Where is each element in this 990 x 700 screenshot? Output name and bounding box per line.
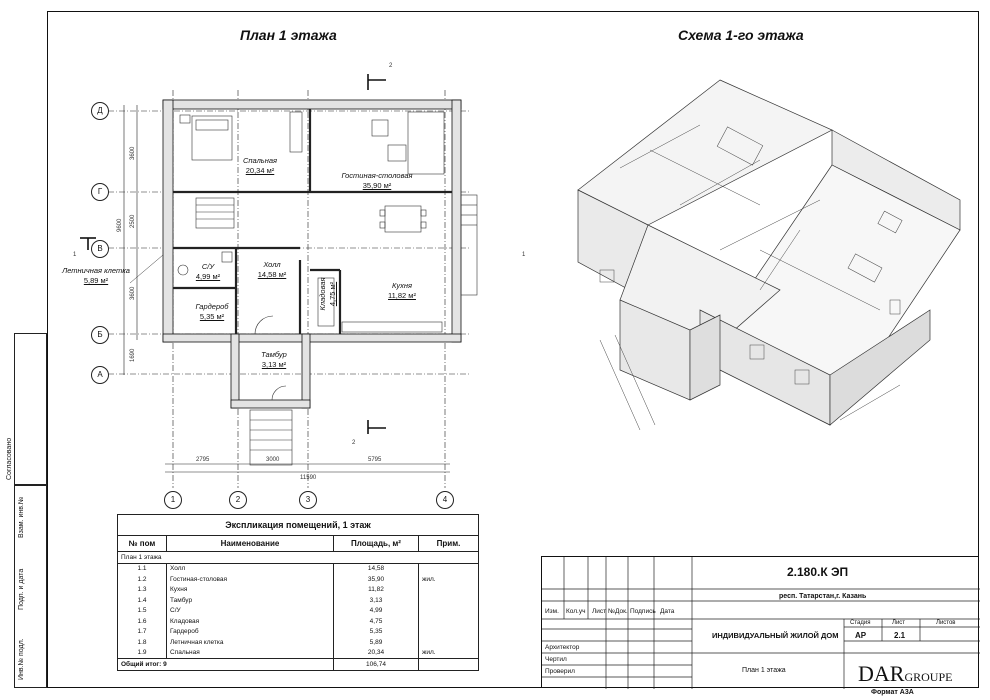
role-drawn: Чертил — [545, 656, 567, 663]
room-storage — [318, 270, 338, 318]
project-location: респ. Татарстан,г. Казань — [779, 593, 867, 600]
room-hall — [250, 260, 294, 280]
cell-note: жил. — [419, 574, 479, 585]
cell-area: 3,13 — [334, 595, 419, 606]
col-kol: Кол.уч — [566, 608, 586, 615]
cell-name: Гардероб — [167, 627, 334, 638]
agreed-label: Согласовано — [6, 437, 13, 480]
room-name: Спальная — [242, 156, 278, 165]
axis-row-v: В — [91, 240, 109, 258]
cell-note: жил. — [419, 648, 479, 659]
plan-title: План 1 этажа — [240, 27, 337, 43]
cell-num: 1.7 — [118, 627, 167, 638]
section-row: План 1 этажа — [118, 552, 479, 564]
cell-area: 20,34 — [334, 648, 419, 659]
header-number: № пом — [118, 536, 167, 552]
room-name: Кладовая — [318, 277, 327, 311]
room-area: 3,13 м² — [261, 360, 287, 369]
agreed-box — [14, 333, 47, 485]
logo-main: DAR — [858, 661, 905, 686]
room-area: 5,35 м² — [199, 312, 225, 321]
axis-col-2: 2 — [229, 491, 247, 509]
col-doc: №Док. — [608, 608, 628, 615]
schema-title: Схема 1-го этажа — [678, 27, 804, 43]
axis-col-1: 1 — [164, 491, 182, 509]
isometric-schema — [570, 70, 970, 440]
section-mark-right: 1 — [522, 252, 526, 258]
room-name: С/У — [201, 262, 215, 271]
cell-area: 11,82 — [334, 585, 419, 596]
axis-row-b: Б — [91, 326, 109, 344]
room-wardrobe — [190, 302, 234, 322]
col-izm: Изм. — [545, 608, 559, 615]
axis-row-d: Д — [91, 102, 109, 120]
cell-area: 5,35 — [334, 627, 419, 638]
section-mark-bottom: 2 — [352, 440, 356, 446]
table-row — [118, 627, 479, 638]
cell-name: Спальная — [167, 648, 334, 659]
role-architect: Архитектор — [545, 644, 580, 651]
cell-num: 1.5 — [118, 606, 167, 617]
cell-num: 1.3 — [118, 585, 167, 596]
room-name: Кухня — [392, 281, 412, 290]
room-name: Летничная клетка — [62, 266, 130, 275]
header-note: Прим. — [419, 536, 479, 552]
sheet-name: План 1 этажа — [742, 667, 786, 674]
table-row — [118, 616, 479, 627]
table-row — [118, 606, 479, 617]
table-row — [118, 585, 479, 596]
room-kitchen — [380, 281, 424, 301]
cell-num: 1.2 — [118, 574, 167, 585]
dim-v-2: 2500 — [130, 214, 136, 228]
cell-note — [419, 563, 479, 574]
axis-col-3: 3 — [299, 491, 317, 509]
logo-sub: GROUPE — [904, 670, 953, 684]
cell-name: Кладовая — [167, 616, 334, 627]
cell-name: С/У — [167, 606, 334, 617]
dim-v-3: 3600 — [130, 286, 136, 300]
cell-num: 1.9 — [118, 648, 167, 659]
room-stairs — [58, 266, 134, 286]
cell-area: 4,75 — [334, 616, 419, 627]
col-date: Дата — [660, 608, 675, 615]
cell-num: 1.1 — [118, 563, 167, 574]
cell-name: Холл — [167, 563, 334, 574]
room-area: 4,99 м² — [195, 272, 221, 281]
axis-row-g: Г — [91, 183, 109, 201]
table-row — [118, 648, 479, 659]
section-mark-left: 1 — [73, 252, 77, 258]
header-name: Наименование — [167, 536, 334, 552]
total-row — [118, 659, 479, 671]
cell-num: 1.4 — [118, 595, 167, 606]
room-name: Холл — [263, 260, 281, 269]
table-row — [118, 574, 479, 585]
cell-name: Кухня — [167, 585, 334, 596]
cell-area: 5,89 — [334, 637, 419, 648]
cell-area: 4,99 — [334, 606, 419, 617]
dim-v-total: 9600 — [117, 218, 123, 232]
room-name: Гардероб — [195, 302, 229, 311]
room-tambur — [252, 350, 296, 370]
side-stamp-label-3: Инв.№ подл. — [18, 638, 25, 680]
dim-v-4: 1690 — [130, 348, 136, 362]
room-area: 14,58 м² — [257, 270, 287, 279]
dim-h-total: 11590 — [300, 475, 317, 481]
project-name: ИНДИВИДУАЛЬНЫЙ ЖИЛОЙ ДОМ — [712, 631, 839, 640]
sheet-header: Лист — [892, 620, 906, 626]
table-row — [118, 595, 479, 606]
stage-value: АР — [855, 631, 867, 640]
room-name: Гостиная-столовая — [341, 171, 413, 180]
explication-table — [117, 514, 479, 671]
total-value: 106,74 — [334, 659, 419, 671]
cell-name: Гостиная-столовая — [167, 574, 334, 585]
cell-note — [419, 616, 479, 627]
room-area: 11,82 м² — [388, 291, 416, 300]
room-wc — [190, 262, 226, 282]
sheet-value: 2.1 — [894, 631, 906, 640]
axis-row-a: А — [91, 366, 109, 384]
section-mark-top: 2 — [389, 63, 393, 69]
cell-num: 1.6 — [118, 616, 167, 627]
room-bedroom — [238, 156, 282, 176]
cell-note — [419, 595, 479, 606]
col-sign: Подпись — [630, 608, 656, 615]
cell-note — [419, 585, 479, 596]
cell-num: 1.8 — [118, 637, 167, 648]
cell-area: 14,58 — [334, 563, 419, 574]
cell-name: Тамбур — [167, 595, 334, 606]
room-area: 5,89 м² — [83, 276, 109, 285]
col-list: Лист — [592, 608, 607, 615]
room-area: 4,75 м² — [328, 281, 337, 307]
cell-note — [419, 637, 479, 648]
header-area: Площадь, м² — [334, 536, 419, 552]
format-label: Формат А3А — [871, 689, 914, 696]
stage-header: Стадия — [850, 620, 871, 626]
project-code: 2.180.К ЭП — [787, 565, 849, 579]
sheets-header: Листов — [936, 620, 956, 626]
dim-h-1: 2795 — [196, 457, 210, 463]
axis-col-4: 4 — [436, 491, 454, 509]
room-living — [335, 171, 419, 191]
cell-note — [419, 606, 479, 617]
room-area: 20,34 м² — [245, 166, 275, 175]
explication-caption: Экспликация помещений, 1 этаж — [118, 515, 479, 536]
table-row — [118, 563, 479, 574]
dim-h-3: 5795 — [368, 457, 382, 463]
cell-note — [419, 627, 479, 638]
room-area: 35,90 м² — [362, 181, 392, 190]
total-label: Общий итог: 9 — [118, 659, 334, 671]
table-row — [118, 637, 479, 648]
dim-v-1: 3600 — [130, 146, 136, 160]
room-name: Тамбур — [261, 350, 287, 359]
side-stamp-label-1: Взам. инв.№ — [18, 496, 25, 538]
cell-area: 35,90 — [334, 574, 419, 585]
role-checked: Проверил — [545, 668, 575, 675]
cell-name: Летничная клетка — [167, 637, 334, 648]
company-logo — [858, 661, 952, 687]
side-stamp-label-2: Подп. и дата — [18, 568, 25, 610]
title-block — [541, 556, 979, 688]
dim-h-2: 3000 — [266, 457, 280, 463]
